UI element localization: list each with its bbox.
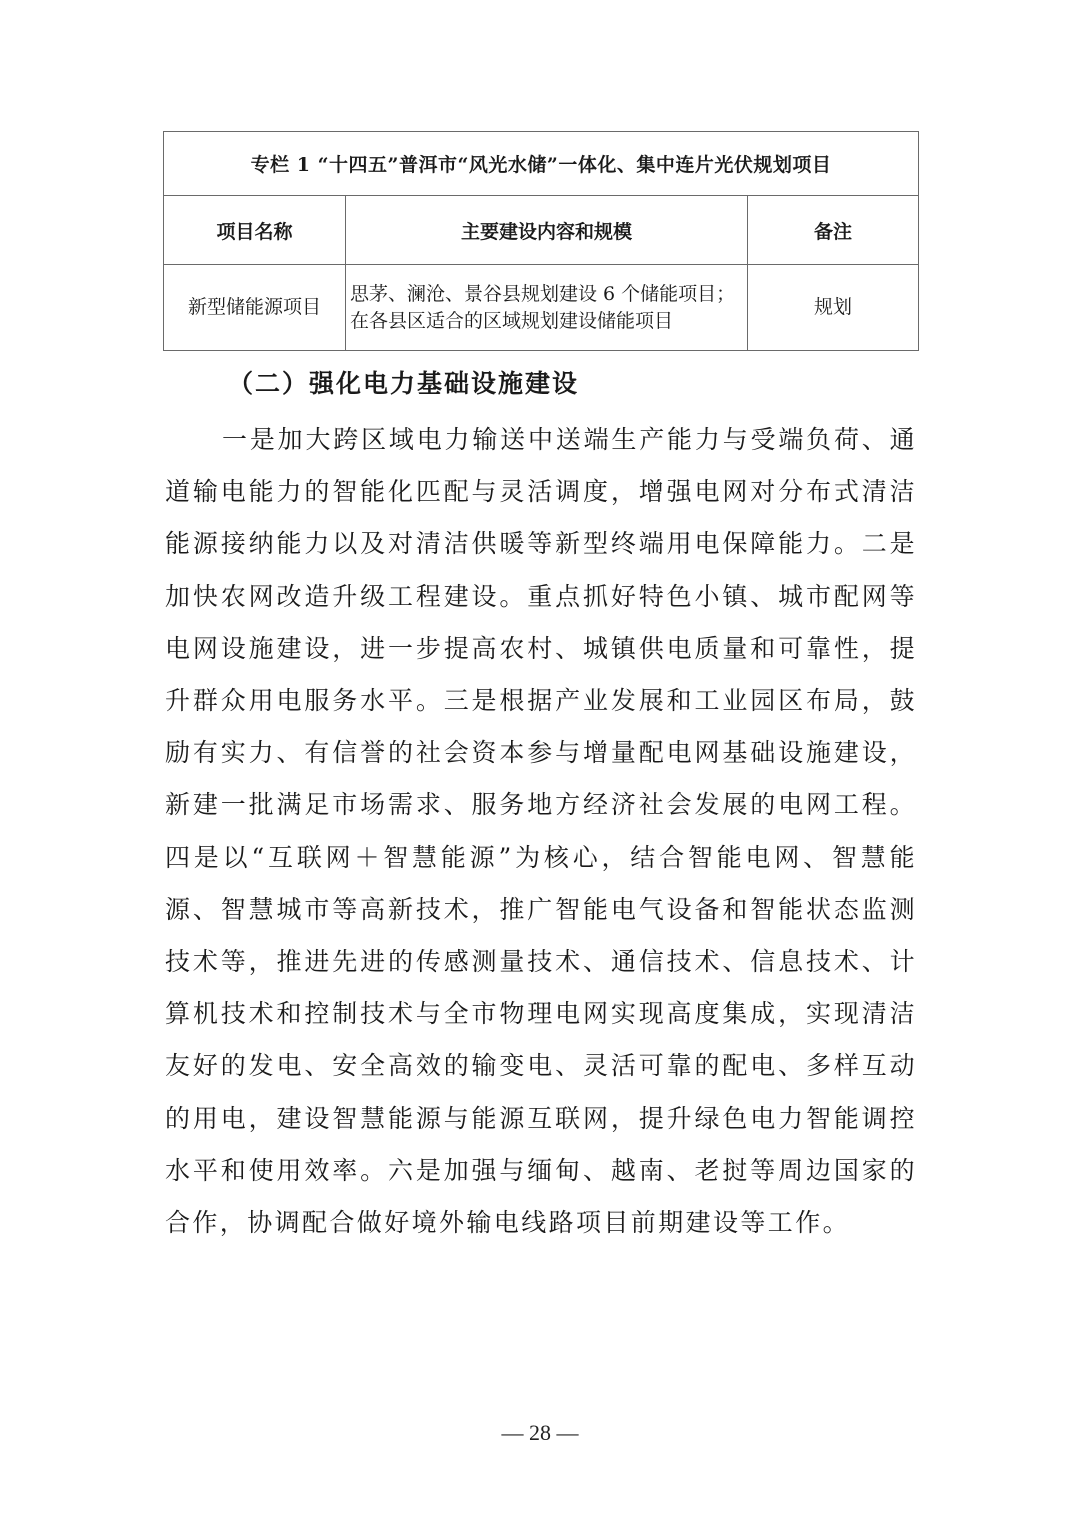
page-number: — 28 — <box>501 1420 579 1445</box>
header-note: 备注 <box>748 196 919 265</box>
header-main-content: 主要建设内容和规模 <box>346 196 748 265</box>
cell-main-content: 思茅、澜沧、景谷县规划建设 6 个储能项目；在各县区适合的区域规划建设储能项目 <box>346 265 748 351</box>
cell-project-name: 新型储能源项目 <box>164 265 346 351</box>
body-paragraph-container <box>165 414 917 1249</box>
project-column-table <box>163 131 919 351</box>
header-project-name: 项目名称 <box>164 196 346 265</box>
table-title: 专栏 1 “十四五”普洱市“风光水储”一体化、集中连片光伏规划项目 <box>164 132 919 196</box>
table-row <box>164 265 919 351</box>
cell-note: 规划 <box>748 265 919 351</box>
table-header-row <box>164 196 919 265</box>
section-heading: （二）强化电力基础设施建设 <box>228 369 580 398</box>
table-title-row <box>164 132 919 196</box>
body-paragraph: 一是加大跨区域电力输送中送端生产能力与受端负荷、通道输电能力的智能化匹配与灵活调度，增强电网对分布式清洁能源接纳能力以及对清洁供暖等新型终端用电保障能力。二是加快农网改造升级工程建设。重点抓好特色小镇、城市配网等电网设施建设，进一步提高农村、城镇供电质量和可靠性，提升群众用电服务水平。三是根据产业发展和工业园区布局，鼓励有实力、有信誉的社会资本参与增量配电网基础设施建设，新建一批满足市场需求、服务地方经济社会发展的电网工程。四是以“互联网＋智慧能源”为核心，结合智能电网、智慧能源、智慧城市等高新技术，推广智能电气设备和智能状态监测技术等，推进先进的传感测量技术、通信技术、信息技术、计算机技术和控制技术与全市物理电网实现高度集成，实现清洁友好的发电、安全高效的输变电、灵活可靠的配电、多样互动的用电，建设智慧能源与能源互联网，提升绿色电力智能调控水平和使用效率。六是加强与缅甸、越南、老挝等周边国家的合作，协调配合做好境外输电线路项目前期建设等工作。 <box>165 425 917 1238</box>
